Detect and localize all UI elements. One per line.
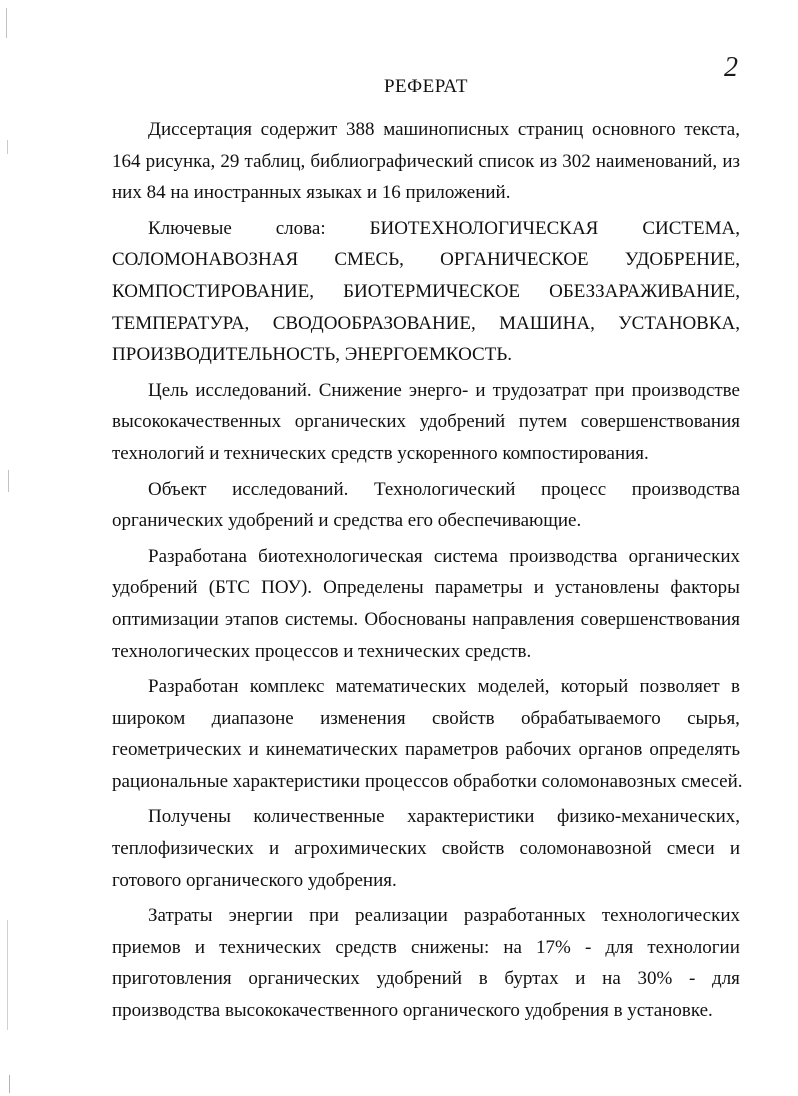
- word: трудозатрат: [492, 379, 588, 401]
- word: биотехнологическая: [258, 545, 423, 567]
- text-line: [112, 734, 740, 766]
- word: моделей,: [477, 676, 550, 698]
- word: кинематических: [265, 739, 398, 761]
- word: список: [478, 150, 535, 172]
- word: ОБЕЗЗАРАЖИВАНИЕ,: [549, 280, 740, 302]
- word: СВОДООБРАЗОВАНИЕ,: [272, 312, 476, 334]
- word: Объект: [148, 478, 207, 500]
- word: (БТС: [208, 577, 250, 599]
- word: реализации: [354, 905, 448, 927]
- word: и: [475, 379, 486, 401]
- word: исследований.: [195, 379, 312, 401]
- word: и: [268, 838, 280, 860]
- word: 388: [345, 119, 375, 140]
- word: и: [248, 739, 259, 761]
- word: смеси: [666, 838, 715, 860]
- word: совершенствования: [580, 608, 740, 630]
- word: соломонавозной: [519, 838, 652, 860]
- word: страниц: [517, 119, 584, 140]
- word: МАШИНА,: [499, 312, 595, 334]
- word: направления: [472, 608, 575, 630]
- word: БИОТЕХНОЛОГИЧЕСКАЯ: [369, 217, 599, 239]
- scan-mark: [6, 8, 7, 38]
- text-line: ПРОИЗВОДИТЕЛЬНОСТЬ, ЭНЕРГОЕМКОСТЬ.: [112, 344, 512, 366]
- word: Технологический: [374, 478, 516, 500]
- text-line: [112, 308, 740, 340]
- word: который: [560, 676, 629, 698]
- text-line: рациональные характеристики процессов обработки соломонавозных смесей.: [112, 770, 743, 792]
- word: средств: [335, 936, 397, 958]
- word: в: [478, 968, 488, 990]
- word: количественные: [253, 806, 385, 828]
- scan-mark: [8, 470, 9, 492]
- word: свойств: [431, 707, 495, 729]
- word: разработанных: [463, 905, 586, 927]
- paragraph-characteristics: [112, 801, 740, 896]
- word: позволяет: [639, 676, 720, 698]
- word: КОМПОСТИРОВАНИЕ,: [112, 280, 315, 302]
- word: СОЛОМОНАВОЗНАЯ: [112, 249, 299, 271]
- word: этапов: [225, 608, 279, 630]
- page-number: 2: [724, 52, 738, 83]
- word: физико-механических,: [556, 806, 740, 828]
- word: параметры: [434, 577, 523, 599]
- word: библиографический: [310, 150, 474, 172]
- word: Цель: [148, 379, 189, 401]
- text-line: [112, 801, 740, 833]
- scan-mark: [7, 140, 8, 154]
- word: удобрений: [376, 968, 463, 990]
- word: из: [722, 150, 740, 172]
- text-line: [112, 671, 740, 703]
- abstract-body: [112, 114, 743, 1027]
- word: органов: [578, 739, 643, 761]
- word: Обоснованы: [364, 608, 466, 630]
- word: и: [533, 577, 544, 599]
- word: математических: [335, 676, 467, 698]
- text-line: [112, 406, 740, 438]
- word: Снижение: [318, 379, 402, 401]
- paragraph-summary: [112, 114, 740, 209]
- word: исследований.: [232, 478, 349, 500]
- word: для: [712, 968, 740, 990]
- word: высококачественных: [112, 411, 282, 433]
- word: СМЕСЬ,: [334, 249, 404, 271]
- word: на: [503, 936, 522, 958]
- text-line: технологических процессов и технических средств.: [112, 640, 532, 662]
- word: установлены: [555, 577, 660, 599]
- word: Получены: [148, 806, 231, 828]
- word: геометрических: [112, 739, 242, 761]
- text-line: [112, 900, 740, 932]
- word: Разработана: [148, 545, 247, 567]
- word: рисунка,: [145, 150, 216, 172]
- word: комплекс: [249, 676, 325, 698]
- word: изменения: [320, 707, 406, 729]
- paragraph-goal: [112, 375, 740, 470]
- word: в: [730, 676, 740, 698]
- word: ПОУ).: [261, 577, 313, 599]
- text-line: [112, 474, 740, 506]
- text-line: [112, 541, 740, 573]
- word: диапазоне: [211, 707, 294, 729]
- word: удобрений: [112, 577, 198, 599]
- text-line: технологий и технических средств ускоренного компостирования.: [112, 442, 649, 464]
- word: оптимизации: [112, 608, 219, 630]
- text-line: [112, 703, 740, 735]
- word: и: [729, 838, 740, 860]
- word: наименований,: [595, 150, 718, 172]
- word: на: [602, 968, 621, 990]
- word: текста,: [684, 119, 740, 140]
- word: для: [605, 936, 634, 958]
- word: процесс: [541, 478, 607, 500]
- word: удобрений: [419, 411, 506, 433]
- word: параметров: [405, 739, 499, 761]
- word: совершенствования: [580, 411, 740, 433]
- text-line: производства высококачественного органического удобрения в установке.: [112, 1000, 713, 1022]
- word: Ключевые: [148, 217, 232, 239]
- word: УДОБРЕНИЕ,: [624, 249, 740, 271]
- word: при: [594, 379, 625, 401]
- word: Затраты: [148, 905, 213, 927]
- text-line: [112, 146, 740, 178]
- word: теплофизических: [112, 838, 254, 860]
- word: обрабатываемого: [521, 707, 661, 729]
- text-line: [112, 375, 740, 407]
- text-line: [112, 244, 740, 276]
- word: энергии: [228, 905, 293, 927]
- word: Определены: [323, 577, 424, 599]
- word: органических: [294, 411, 407, 433]
- paragraph-keywords: [112, 213, 740, 371]
- word: 164: [112, 150, 141, 172]
- word: широком: [112, 707, 186, 729]
- word: производства: [509, 545, 618, 567]
- word: -: [584, 936, 592, 958]
- text-line: [112, 963, 740, 995]
- text-line: органических удобрений и средства его обеспечивающие.: [112, 510, 582, 532]
- text-line: [112, 114, 740, 146]
- word: снижены:: [410, 936, 490, 958]
- word: органических: [248, 968, 360, 990]
- word: технологических: [601, 905, 740, 927]
- word: ТЕМПЕРАТУРА,: [112, 312, 250, 334]
- word: ОРГАНИЧЕСКОЕ: [440, 249, 589, 271]
- paragraph-models: [112, 671, 743, 797]
- word: содержит: [260, 119, 338, 140]
- word: Диссертация: [148, 119, 252, 140]
- word: таблиц,: [244, 150, 306, 172]
- word: факторы: [670, 577, 740, 599]
- text-line: [112, 932, 740, 964]
- word: система: [433, 545, 498, 567]
- word: машинописных: [383, 119, 510, 140]
- text-line: [112, 833, 740, 865]
- word: приемов: [112, 936, 181, 958]
- word: системы.: [284, 608, 359, 630]
- word: основного: [592, 119, 676, 140]
- text-line: [112, 572, 740, 604]
- text-line: [112, 276, 740, 308]
- word: характеристики: [407, 806, 535, 828]
- word: сырья,: [687, 707, 740, 729]
- word: буртах: [504, 968, 559, 990]
- text-line: [112, 213, 740, 245]
- paragraph-system: [112, 541, 740, 667]
- word: -: [689, 968, 696, 990]
- word: 17%: [536, 936, 571, 958]
- word: определять: [649, 739, 740, 761]
- word: 30%: [637, 968, 673, 990]
- word: 302: [562, 150, 591, 172]
- word: СИСТЕМА,: [642, 217, 740, 239]
- word: технологии: [647, 936, 740, 958]
- word: при: [309, 905, 339, 927]
- word: путем: [518, 411, 568, 433]
- word: Разработан: [148, 676, 239, 698]
- word: БИОТЕРМИЧЕСКОЕ: [343, 280, 521, 302]
- scan-mark: [9, 1075, 10, 1093]
- word: и: [194, 936, 206, 958]
- word: органических: [628, 545, 740, 567]
- word: агрохимических: [294, 838, 427, 860]
- page-title: РЕФЕРАТ: [383, 76, 469, 97]
- word: производстве: [631, 379, 740, 401]
- word: из: [539, 150, 558, 172]
- paragraph-energy: [112, 900, 740, 1026]
- word: УСТАНОВКА,: [618, 312, 740, 334]
- word: энерго-: [408, 379, 469, 401]
- text-line: готового органического удобрения.: [112, 869, 397, 891]
- text-line: них 84 на иностранных языках и 16 приложений.: [112, 182, 511, 204]
- word: 29: [220, 150, 240, 172]
- word: слова:: [275, 217, 326, 239]
- word: свойств: [441, 838, 505, 860]
- scan-mark: [7, 920, 8, 1030]
- word: технических: [219, 936, 322, 958]
- paragraph-object: [112, 474, 740, 537]
- word: рабочих: [505, 739, 572, 761]
- word: приготовления: [112, 968, 232, 990]
- word: и: [575, 968, 586, 990]
- word: производства: [631, 478, 740, 500]
- text-line: [112, 604, 740, 636]
